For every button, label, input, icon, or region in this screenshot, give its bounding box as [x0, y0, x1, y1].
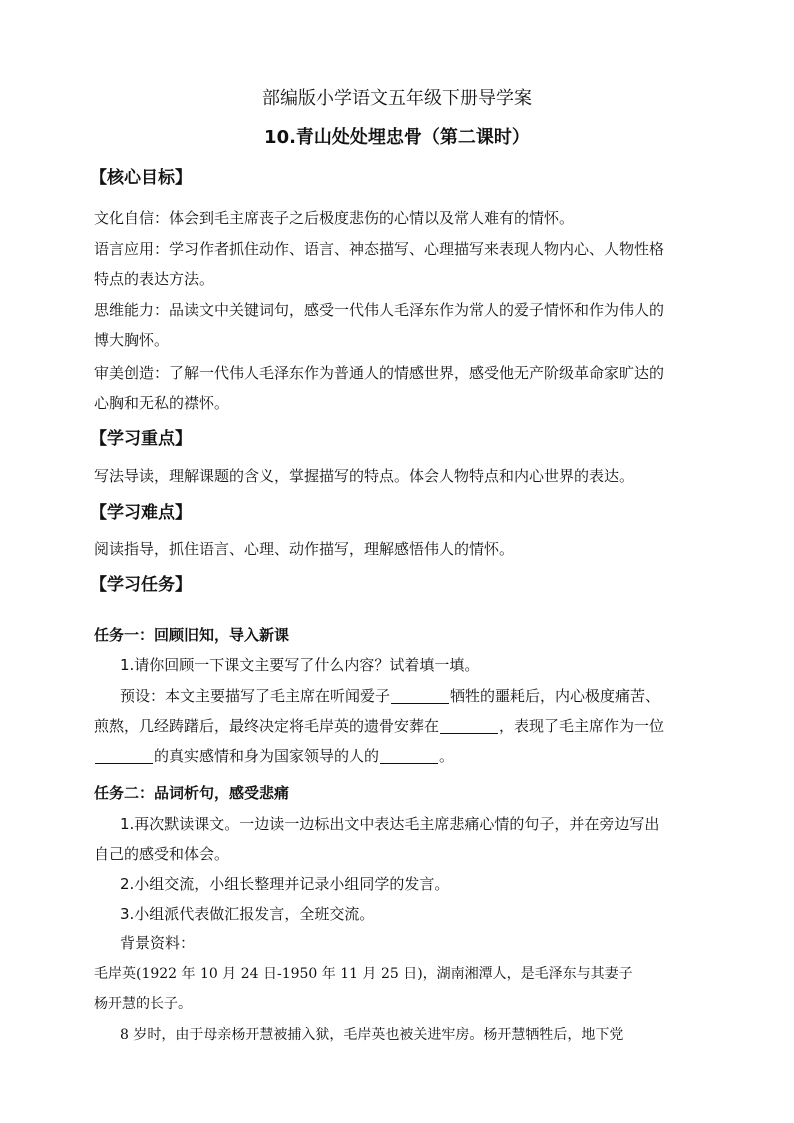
preset-text: 煎熬，几经踌躇后，最终决定将毛岸英的遗骨安葬在	[94, 717, 440, 735]
task2-step: 自己的感受和体会。	[94, 845, 230, 863]
goal-line: 审美创造：了解一代伟人毛泽东作为普通人的情感世界，感受他无产阶级革命家旷达的	[94, 364, 665, 382]
task2-step: 1.再次默读课文。一边读一边标出文中表达毛主席悲痛心情的句子，并在旁边写出	[120, 815, 660, 833]
background-text: 杨开慧的长子。	[94, 996, 192, 1012]
section-heading-key: 【学习重点】	[90, 429, 192, 449]
goal-line: 语言应用：学习作者抓住动作、语言、神态描写、心理描写来表现人物内心、人物性格	[94, 240, 665, 258]
fill-blank[interactable]	[380, 749, 438, 764]
task2-step: 3.小组派代表做汇报发言，全班交流。	[120, 905, 375, 923]
goal-line: 文化自信：体会到毛主席丧子之后极度悲伤的心情以及常人难有的情怀。	[94, 209, 575, 227]
task1-title: 任务一：回顾旧知，导入新课	[94, 626, 290, 644]
goal-line: 特点的表达方法。	[94, 270, 215, 288]
background-text: 8 岁时，由于母亲杨开慧被捕入狱，毛岸英也被关进牢房。杨开慧牺牲后，地下党	[120, 1027, 624, 1043]
task1-preset-line	[94, 716, 664, 736]
task1-preset-line	[120, 686, 660, 706]
task1-question: 1.请你回顾一下课文主要写了什么内容？试着填一填。	[120, 656, 480, 674]
section-heading-difficulty: 【学习难点】	[90, 503, 192, 523]
preset-text: ，表现了毛主席作为一位	[499, 717, 665, 735]
task2-title: 任务二：品词析句，感受悲痛	[94, 784, 290, 802]
document-title: 部编版小学语文五年级下册导学案	[262, 88, 532, 109]
fill-blank[interactable]	[440, 719, 498, 734]
task1-preset-line	[94, 746, 454, 766]
lesson-title: 10.青山处处埋忠骨（第二课时）	[264, 127, 530, 148]
goal-line: 心胸和无私的襟怀。	[94, 394, 230, 412]
preset-text: 预设：本文主要描写了毛主席在听闻爱子	[120, 687, 391, 705]
background-label: 背景资料：	[120, 934, 196, 952]
preset-text: 。	[439, 747, 455, 765]
fill-blank[interactable]	[391, 689, 449, 704]
section-heading-goals: 【核心目标】	[90, 168, 192, 188]
background-text: 毛岸英(1922 年 10 月 24 日-1950 年 11 月 25 日)，湖南湘潭人，是毛泽东与其妻子	[94, 966, 633, 982]
section-heading-tasks: 【学习任务】	[90, 575, 192, 595]
task2-step: 2.小组交流，小组长整理并记录小组同学的发言。	[120, 875, 450, 893]
goal-line: 博大胸怀。	[94, 331, 170, 349]
fill-blank[interactable]	[95, 749, 153, 764]
preset-text: 的真实感情和身为国家领导的人的	[154, 747, 380, 765]
preset-text: 牺牲的噩耗后，内心极度痛苦、	[450, 687, 661, 705]
difficulty-text: 阅读指导，抓住语言、心理、动作描写，理解感悟伟人的情怀。	[94, 540, 515, 558]
key-point-text: 写法导读，理解课题的含义，掌握描写的特点。体会人物特点和内心世界的表达。	[94, 467, 635, 485]
goal-line: 思维能力：品读文中关键词句，感受一代伟人毛泽东作为常人的爱子情怀和作为伟人的	[94, 301, 665, 319]
